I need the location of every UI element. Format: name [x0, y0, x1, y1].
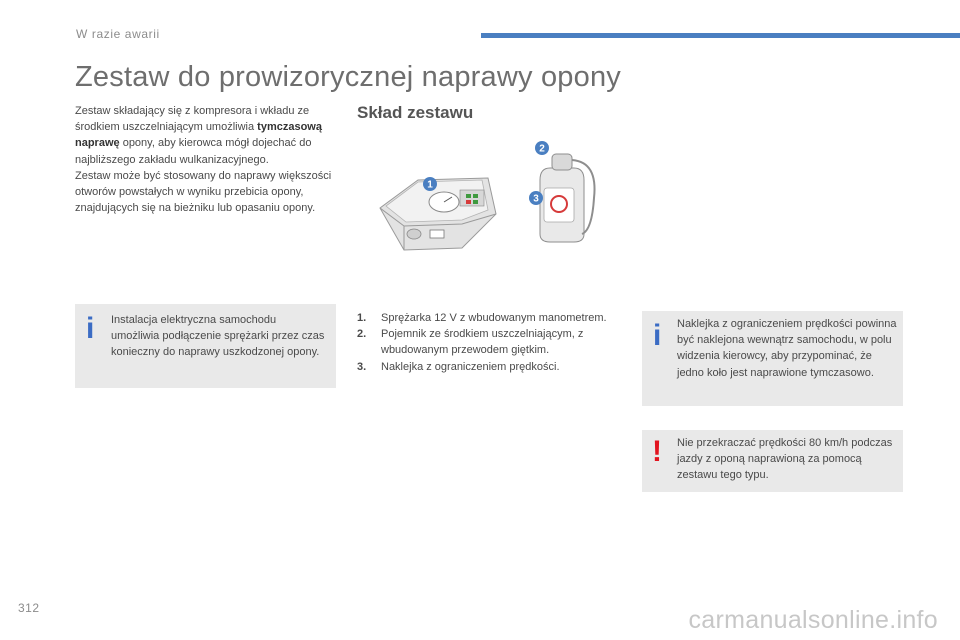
- repair-kit-illustration: [378, 138, 602, 268]
- intro-bold-phrase: tymczasową naprawę: [75, 121, 322, 150]
- header-accent-bar: [481, 33, 960, 38]
- callout-1: 1: [427, 179, 433, 191]
- watermark: carmanualsonline.info: [688, 606, 938, 634]
- info-box-electrical: [75, 304, 336, 388]
- page-number: 312: [18, 601, 40, 615]
- list-item: 1. Sprężarka 12 V z wbudowanym manometrem.: [357, 312, 607, 324]
- info-icon: i: [86, 312, 95, 345]
- intro-text: [75, 103, 333, 216]
- info-icon: i: [653, 319, 662, 352]
- callout-3: 3: [533, 193, 539, 205]
- list-item: 3. Naklejka z ograniczeniem prędkości.: [357, 360, 560, 373]
- page-title: Zestaw do prowizorycznej naprawy opony: [75, 61, 621, 93]
- warning-icon: !: [652, 435, 662, 468]
- warning-box-text: Nie przekraczać prędkości 80 km/h podczas jazdy z oponą naprawioną za pomocą zestawu tego typu.: [677, 437, 893, 482]
- kit-parts-list: [357, 310, 607, 375]
- callout-2: 2: [539, 143, 545, 155]
- info-box-text: Instalacja elektryczna samochodu umożliwia podłączenie sprężarki przez czas konieczny do naprawy uszkodzonej opony.: [111, 314, 325, 359]
- intro-paragraph-1: Zestaw składający się z kompresora i wkładu ze środkiem uszczelniającym umożliwia tymczasową naprawę opony, aby kierowca mógł dojechać do najbliższego zakładu wulkanizacyjnego.: [75, 105, 322, 166]
- info-box-text: Naklejka z ograniczeniem prędkości powinna być naklejona wewnątrz samochodu, w polu widzenia kierowcy, aby przypominać, że jedno koło jest naprawione tymczasowo.: [677, 318, 897, 379]
- section-label: W razie awarii: [76, 27, 160, 41]
- list-item: 2. Pojemnik ze środkiem uszczelniającym, z wbudowanym przewodem giętkim.: [357, 328, 584, 357]
- intro-paragraph-2: Zestaw może być stosowany do naprawy większości otworów powstałych w wyniku przebicia opony, znajdujących się na bieżniku lub opasaniu opony.: [75, 169, 332, 215]
- info-box-speed-sticker: [642, 311, 903, 406]
- warning-box: [642, 430, 903, 492]
- kit-heading: Skład zestawu: [357, 103, 474, 122]
